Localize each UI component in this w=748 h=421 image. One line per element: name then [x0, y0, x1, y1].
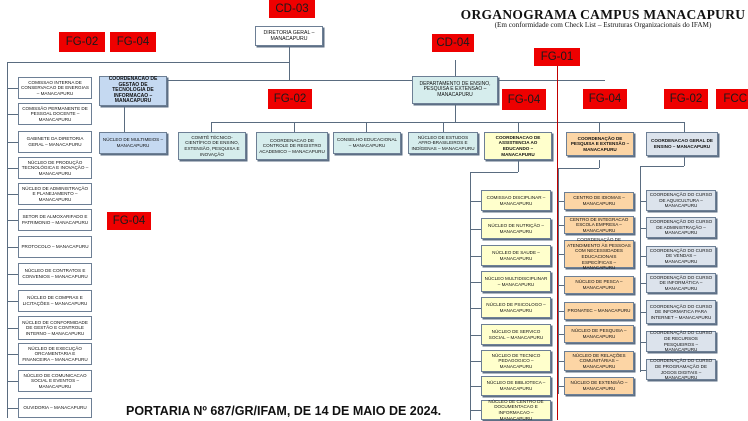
unit-ensino-item: COORDENAÇÃO DO CURSO DE INFORMÁTICA – MANACAPURU — [646, 273, 716, 293]
unit-pesquisa-item: NÚCLEO DE RELAÇÕES COMUNITÁRIAS – MANACAPURU — [564, 351, 634, 371]
connector — [470, 201, 481, 202]
tag-fg02-left: FG-02 — [59, 32, 105, 52]
tag-cd04: CD-04 — [432, 34, 474, 52]
connector — [366, 122, 367, 132]
connector — [7, 114, 18, 115]
connector — [211, 122, 212, 132]
unit-pesquisa-item: CENTRO DE IDIOMAS – MANACAPURU — [564, 192, 634, 210]
connector — [7, 381, 18, 382]
unit-left-column: COMISSÃO PERMANENTE DE PESSOAL DOCENTE – MANACAPURU — [18, 103, 92, 125]
connector — [151, 80, 605, 81]
connector — [470, 282, 481, 283]
connector — [558, 225, 564, 226]
connector — [518, 122, 519, 132]
connector — [7, 354, 18, 355]
unit-pesquisa-item: NÚCLEO DE EXTENSÃO – MANACAPURU — [564, 377, 634, 395]
connector — [640, 256, 646, 257]
unit-comite: COMITÊ TÉCNICO-CIENTÍFICO DE ENSINO, EXTENSÃO, PESQUISA E INOVAÇÃO — [178, 132, 246, 160]
connector — [684, 156, 685, 166]
connector — [7, 220, 18, 221]
connector — [294, 122, 295, 132]
connector — [640, 342, 646, 343]
connector — [640, 312, 646, 313]
connector — [470, 229, 481, 230]
chart-title: ORGANOGRAMA CAMPUS MANACAPURU — [460, 7, 746, 22]
connector — [470, 172, 518, 173]
unit-left-column: NÚCLEO DE ADMINISTRAÇÃO E PLANEJAMENTO – MANACAPURU — [18, 183, 92, 205]
connector — [684, 122, 685, 132]
tag-cd03: CD-03 — [269, 0, 315, 18]
unit-nucleo-multimeios: NÚCLEO DE MULTIMEIOS – MANACAPURU — [99, 132, 167, 154]
chart-subtitle: (Em conformidade com Check List – Estruturas Organizacionais do IFAM) — [494, 21, 712, 29]
unit-diretoria-geral: DIRETORIA GERAL – MANACAPURU — [255, 26, 323, 46]
connector — [7, 168, 18, 169]
connector — [640, 166, 684, 167]
unit-assistencia-item: NÚCLEO DE BIBLIOTECA – MANACAPURU — [481, 376, 551, 396]
connector — [558, 311, 564, 312]
unit-left-column: GABINETE DA DIRETORIA GERAL – MANACAPURU — [18, 131, 92, 153]
tag-fg02-right: FG-02 — [664, 89, 708, 109]
unit-assistencia-item: NÚCLEO MULTIDISCIPLINAR – MANACAPURU — [481, 271, 551, 292]
connector — [470, 386, 481, 387]
unit-pesquisa-item: NÚCLEO DE PESCA – MANACAPURU — [564, 276, 634, 294]
connector — [640, 283, 646, 284]
connector — [211, 122, 685, 123]
unit-left-column: NÚCLEO DE CONTRATOS E CONVENIOS – MANACAPURU — [18, 263, 92, 285]
unit-pesquisa-extensao: COORDENAÇÃO DE PESQUISA E EXTENSÃO – MANACAPURU — [566, 132, 634, 156]
connector — [640, 201, 646, 202]
connector — [470, 410, 481, 411]
connector — [558, 285, 564, 286]
connector — [558, 201, 564, 202]
connector — [7, 62, 8, 418]
unit-assistencia-item: COMISSAO DISCIPLINAR – MANACAPURU — [481, 190, 551, 211]
connector — [7, 408, 18, 409]
connector — [470, 308, 481, 309]
connector — [7, 62, 289, 63]
unit-coordenacao-ensino: COORDENACAO GERAL DE ENSINO – MANACAPURU — [646, 132, 718, 156]
connector — [7, 247, 18, 248]
portaria-footer: PORTARIA Nº 687/GR/IFAM, DE 14 DE MAIO DE 2024. — [126, 404, 442, 418]
tag-fg04-mid: FG-04 — [502, 89, 546, 110]
unit-pesquisa-item: COORDENAÇÃO DE ATENDIMENTO ÀS PESSOAS COM NECESSIDADES EDUCACIONAIS ESPECÍFICAS – MANACAPURU — [564, 240, 634, 268]
connector — [124, 106, 125, 132]
connector — [599, 160, 600, 168]
connector — [7, 274, 18, 275]
unit-ensino-item: COORDENAÇÃO DO CURSO DE AQUICULTURA – MANACAPURU — [646, 190, 716, 211]
connector — [558, 168, 599, 169]
tag-fg01: FG-01 — [534, 48, 580, 66]
unit-assistencia-item: NÚCLEO DE CENTRO DE DOCUMENTACAO E INFORMACAO – MANACAPURU — [481, 400, 551, 420]
unit-assistencia-item: NÚCLEO DE NUTRIÇÃO – MANACAPURU — [481, 218, 551, 239]
connector — [558, 334, 564, 335]
connector — [640, 370, 646, 371]
fg01-pointer — [557, 66, 558, 420]
unit-assistencia-item: NÚCLEO DE TECNICO PEDAGOGICO – MANACAPURU — [481, 350, 551, 372]
unit-conselho-educacional: CONSELHO EDUCACIONAL – MANACAPURU — [333, 132, 401, 154]
unit-pesquisa-item: PRONATEC – MANACAPURU — [564, 302, 634, 320]
tag-fg02-mid: FG-02 — [268, 89, 312, 109]
unit-left-column: NÚCLEO DE EXECUÇÃO ORCAMENTARIA E FINANCEIRA – MANACAPURU — [18, 343, 92, 365]
connector — [470, 256, 481, 257]
unit-left-column: PROTOCOLO – MANACAPURU — [18, 236, 92, 258]
unit-neabi: NÚCLEO DE ESTUDOS AFRO-BRASILEIROS E INDÍGENAS – MANACAPURU — [408, 132, 478, 154]
connector — [7, 194, 18, 195]
unit-pesquisa-item: CENTRO DE INTEGRACAO ESCOLA EMPRESA – MANACAPURU — [564, 216, 634, 234]
unit-coordenacao-ti: COORDENACAO DE GESTAO DE TECNOLOGIA DE INFORMACAO – MANACAPURU — [99, 76, 167, 106]
unit-registro-academico: COORDENACAO DE CONTROLE DE REGISTRO ACADEMICO – MANACAPURU — [256, 132, 328, 160]
unit-ensino-item: COORDENAÇÃO DO CURSO DE ADMINISTRAÇÃO – MANACAPURU — [646, 217, 716, 238]
connector — [443, 122, 444, 132]
unit-left-column: OUVIDORIA – MANACAPURU — [18, 398, 92, 418]
connector — [7, 328, 18, 329]
unit-left-column: NÚCLEO DE COMUNICACAO SOCIAL E EVENTOS – MANACAPURU — [18, 370, 92, 392]
unit-assistencia-item: NÚCLEO DE SAUDE – MANACAPURU — [481, 245, 551, 266]
unit-left-column: NÚCLEO DE CONFORMIDADE DE GESTÃO E CONTROLE INTERNO – MANACAPURU — [18, 316, 92, 340]
unit-assistencia-item: NÚCLEO DE PSICOLOGO – MANACAPURU — [481, 297, 551, 318]
connector — [7, 88, 18, 89]
connector — [558, 361, 564, 362]
connector — [289, 46, 290, 80]
connector — [470, 335, 481, 336]
unit-departamento-ensino: DEPARTAMENTO DE ENSINO, PESQUISA E EXTENSAO – MANACAPURU — [412, 76, 498, 104]
connector — [518, 160, 519, 172]
connector — [7, 142, 18, 143]
unit-left-column: COMISSAO INTERNA DE CONSERVACAO DE ENERGIAS – MANACAPURU — [18, 77, 92, 99]
unit-ensino-item: COORDENAÇÃO DO CURSO DE RECURSOS PESQUEIROS – MANACAPURU — [646, 331, 716, 352]
tag-fcc: FCC — [716, 89, 748, 109]
connector — [599, 122, 600, 132]
unit-ensino-item: COORDENAÇÃO DO CURSO DE PROGRAMAÇÃO DE JOGOS DIGITAIS – MANACAPURU — [646, 359, 716, 380]
unit-left-column: SETOR DE ALMOXARIFADO E PATRIMONIO – MANACAPURU — [18, 209, 92, 231]
unit-left-column: NÚCLEO DE PRODUÇÃO TECNOLÓGICA E INOVAÇÃO – MANACAPURU — [18, 157, 92, 179]
connector — [455, 104, 456, 122]
connector — [558, 386, 564, 387]
tag-fg04-setor: FG-04 — [107, 212, 151, 230]
unit-left-column: NÚCLEO DE COMPRAS E LICITAÇÕES – MANACAPURU — [18, 290, 92, 312]
tag-fg04-right: FG-04 — [583, 89, 627, 109]
unit-assistencia-item: NÚCLEO DE SERVICO SOCIAL – MANACAPURU — [481, 324, 551, 345]
connector — [558, 254, 564, 255]
connector — [470, 172, 471, 420]
tag-fg04-left: FG-04 — [110, 32, 156, 52]
connector — [640, 228, 646, 229]
connector — [7, 301, 18, 302]
unit-assistencia-educando: COORDENACAO DE ASSISTENCIA AO EDUCANDO – MANACAPURU — [484, 132, 552, 160]
unit-ensino-item: COORDENAÇÃO DO CURSO DE INFORMATICA PARA INTERNET – MANACAPURU — [646, 300, 716, 324]
unit-ensino-item: COORDENAÇÃO DO CURSO DE VENDAS – MANACAPURU — [646, 246, 716, 266]
unit-pesquisa-item: NÚCLEO DE PESQUISA – MANACAPURU — [564, 325, 634, 343]
connector — [470, 361, 481, 362]
